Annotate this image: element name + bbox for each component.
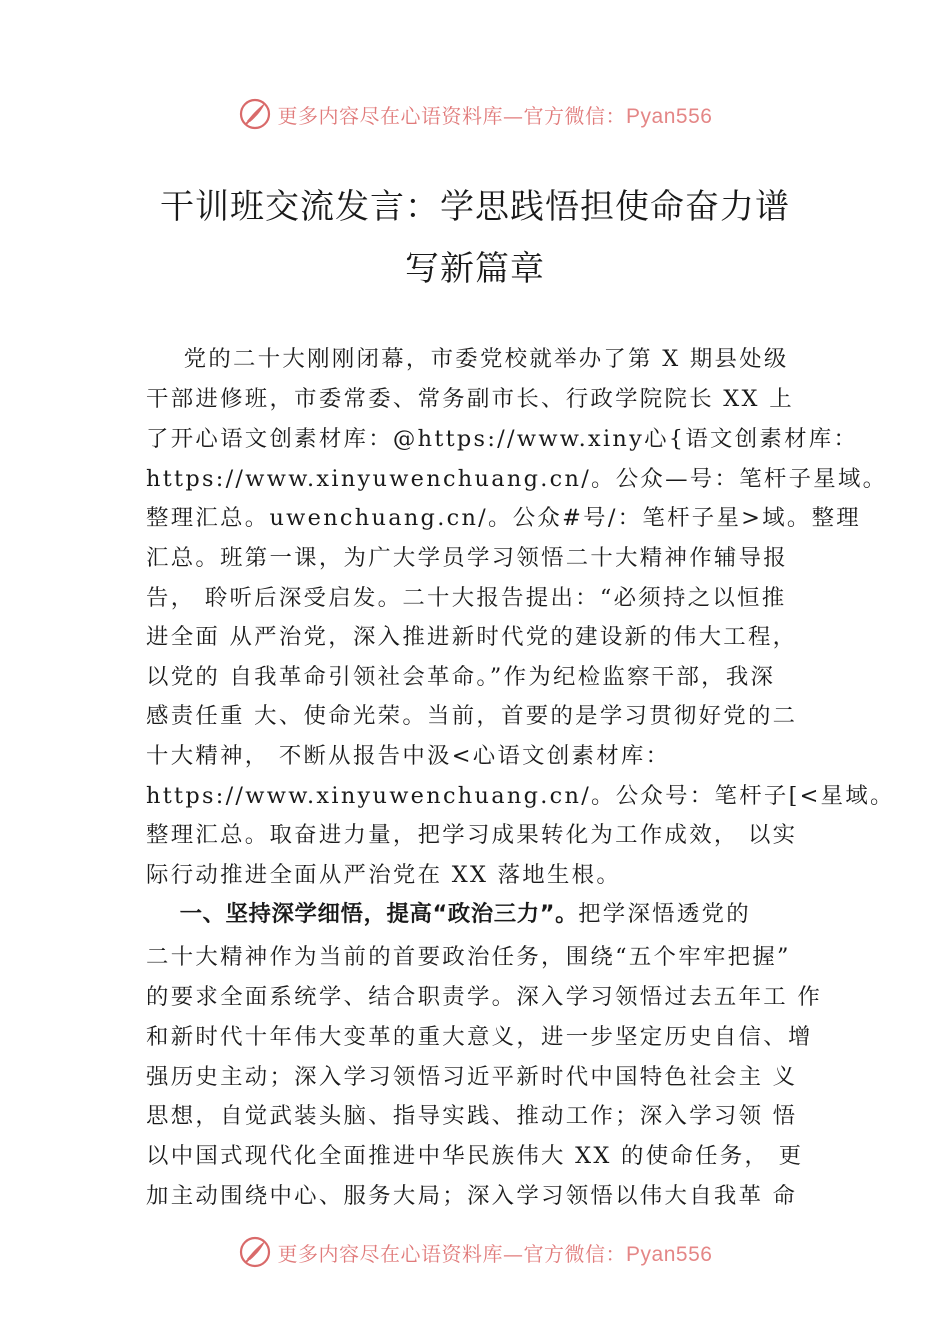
body-line: 干部进修班，市委常委、常务副市长、行政学院院长 XX 上: [146, 386, 794, 412]
watermark-text: [278, 1238, 713, 1267]
body-line: 际行动推进全面从严治党在 XX 落地生根。: [146, 862, 622, 888]
watermark-footer: [0, 1232, 950, 1272]
body-line: 了开心语文创素材库：@https://www.xiny心{语文创素材库：: [146, 426, 859, 452]
watermark-header: [0, 94, 950, 134]
body-line: https://www.xinyuwenchuang.cn/。公众号：笔杆子[<星域。: [146, 783, 895, 809]
section-1-heading-line: [146, 903, 751, 925]
watermark-separator: —: [503, 103, 524, 128]
body-line: 整理汇总。取奋进力量，把学习成果转化为工作成效， 以实: [146, 822, 798, 848]
body-line: 汇总。班第一课，为广大学员学习领悟二十大精神作辅导报: [146, 545, 788, 571]
body-line: 感责任重 大、使命光荣。当前，首要的是学习贯彻好党的二: [146, 703, 798, 729]
body-line: 的要求全面系统学、结合职责学。深入学习领悟过去五年工 作: [146, 984, 823, 1010]
document-title-line-2: 写新篇章: [405, 249, 545, 289]
body-line: 整理汇总。uwenchuang.cn/。公众#号/：笔杆子星>域。整理: [146, 505, 861, 531]
section-1-heading: 一、坚持深学细悟，提高“政治三力”。: [146, 901, 579, 927]
body-line: 和新时代十年伟大变革的重大意义，进一步坚定历史自信、增: [146, 1024, 813, 1050]
watermark-text: [278, 100, 713, 129]
body-line: 告， 聆听后深受启发。二十大报告提出：“必须持之以恒推: [146, 585, 787, 611]
body-line: 强历史主动；深入学习领悟习近平新时代中国特色社会主 义: [146, 1064, 798, 1090]
watermark-separator: —: [503, 1241, 524, 1266]
body-line: 进全面 从严治党，深入推进新时代党的建设新的伟大工程，: [146, 624, 798, 650]
body-line: 思想，自觉武装头脑、指导实践、推动工作；深入学习领 悟: [146, 1103, 798, 1129]
watermark-site-text: 更多内容尽在心语资料库: [277, 103, 504, 128]
watermark-wechat-id: Pyan556: [626, 104, 713, 128]
watermark-wechat-id: Pyan556: [626, 1242, 713, 1266]
body-line: 党的二十大刚刚闭幕，市委党校就举办了第 X 期县处级: [146, 346, 789, 372]
body-line: 十大精神， 不断从报告中汲<心语文创素材库：: [146, 743, 671, 769]
body-line: 加主动围绕中心、服务大局；深入学习领悟以伟大自我革 命: [146, 1183, 798, 1209]
document-title-line-1: 干训班交流发言：学思践悟担使命奋力谱: [160, 187, 790, 227]
watermark-site-text: 更多内容尽在心语资料库: [277, 1241, 504, 1266]
section-1-lead: 把学深悟透党的: [578, 901, 751, 927]
watermark-wechat-label: 官方微信：: [523, 103, 627, 128]
body-line: 二十大精神作为当前的首要政治任务，围绕“五个牢牢把握”: [146, 944, 791, 970]
watermark-wechat-label: 官方微信：: [523, 1241, 627, 1266]
body-line: 以中国式现代化全面推进中华民族伟大 XX 的使命任务， 更: [146, 1143, 804, 1169]
feather-pen-seal-icon: [238, 97, 272, 131]
body-line: 以党的 自我革命引领社会革命。”作为纪检监察干部，我深: [146, 664, 776, 690]
feather-pen-seal-icon: [238, 1235, 272, 1269]
body-line: https://www.xinyuwenchuang.cn/。公众—号：笔杆子星域。: [146, 466, 888, 492]
